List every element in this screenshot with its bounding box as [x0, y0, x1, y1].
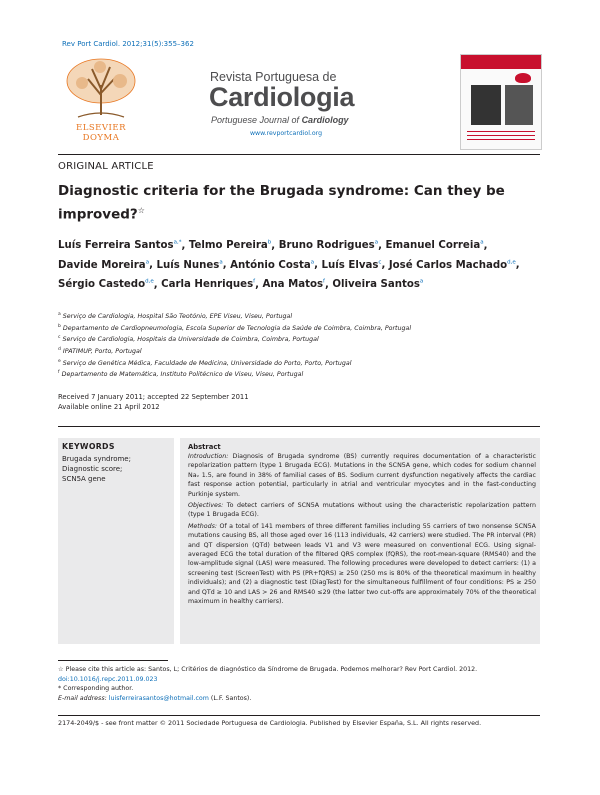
title-footnote-mark[interactable]: ☆ — [137, 206, 145, 215]
article-section-label: ORIGINAL ARTICLE — [58, 161, 154, 172]
affiliation-text: Serviço de Cardiologia, Hospitais da Universidade de Coimbra, Coimbra, Portugal — [62, 336, 319, 344]
author-affiliation-mark[interactable]: a — [374, 240, 379, 246]
keywords-list — [62, 454, 131, 484]
author-name: Sérgio Castedo — [58, 279, 146, 291]
affiliation-item — [58, 368, 538, 380]
abstract-introduction: Introduction: Diagnosis of Brugada syndrome (BS) currently requires documentation of a characteristic repolarization pattern (type 1 Brugada ECG). Mutations in the SCN5A gene, which codes for sodium channel Naᵥ 1.5, are found in 38% of familial cases of BS. Sodium current dysfunction negatively affects the cardiac fast response action potential, particularly in atrial and ventricular myocytes and in the fast-conducting Purkinje system. — [188, 453, 536, 498]
author-entry — [263, 279, 325, 290]
author-entry — [58, 279, 154, 290]
author-affiliation-mark[interactable]: a,* — [173, 240, 182, 246]
journal-url-link[interactable]: www.revportcardiol.org — [250, 130, 323, 137]
author-name: Luís Nunes — [156, 259, 220, 271]
email-footnote: E-mail address: luisferreirasantos@hotmail.com (L.F. Santos). — [58, 694, 252, 702]
author-affiliation-mark[interactable]: c — [378, 259, 382, 266]
author-affiliation-mark[interactable]: a — [145, 259, 150, 266]
citation-footnote: ☆ Please cite this article as: Santos, L; Critérios de diagnóstico da Síndrome de Brugada. Podemos melhorar? Rev Port Cardiol. 2012. — [58, 666, 478, 673]
doi-link[interactable]: doi:10.1016/j.repc.2011.09.023 — [58, 675, 158, 683]
author-entry — [58, 260, 149, 271]
corresponding-author-note: * Corresponding author. — [58, 685, 134, 692]
abstract-objectives: Objectives: To detect carriers of SCN5A mutations without using the characteristic repolarization pattern (type 1 Brugada ECG). — [188, 502, 536, 519]
author-entry — [279, 240, 378, 251]
author-name: Bruno Rodrigues — [278, 240, 375, 252]
author-entry — [389, 260, 516, 271]
author-entry — [386, 240, 484, 251]
author-entry — [332, 279, 423, 290]
affiliation-item — [58, 322, 538, 334]
author-entry — [58, 240, 181, 251]
affiliation-mark: f — [58, 370, 60, 376]
abstract-heading: Abstract — [188, 443, 221, 451]
journal-masthead-subtitle: Portuguese Journal of Cardiology — [211, 115, 349, 125]
affiliation-item — [58, 357, 538, 369]
publisher-logo-text: ELSEVIER DOYMA — [76, 123, 126, 143]
abstract-methods: Methods: Of a total of 141 members of three different families including 55 carriers of two nonsense SCN5A mutations causing BS, all those aged over 16 (113 individuals, 42 carriers) were studied. The PR interval (PR) and QT dispersion (QTd) between leads V1 and V3 were measured on conventional ECG. Using signal-averaged ECG the total duration of the filtered QRS complex (fQRS), the root-mean-square (RMS40) and the low-amplitude signal (LAS) were measured. The following procedures were developed to detect carriers: (1) a screening test (ScreenTest) with PS (PR+fQRS) ≥ 250 (250 ms is 80% of the theoretical maximum in healthy individuals); and (2) a diagnostic test (DiagTest) for the simultaneous fulfillment of four conditions: PS ≥ 250 and QTd ≥ 10 and LAS > 26 and RMS40 ≤29 (the latter two cut-offs are approximately 70% of the theoretical maximum in healthy carriers). — [188, 522, 536, 606]
author-affiliation-mark[interactable]: f — [323, 278, 325, 285]
author-name: Carla Henriques — [161, 279, 254, 291]
author-affiliation-mark[interactable]: a — [480, 240, 484, 246]
journal-masthead-top: Revista Portuguesa de — [210, 70, 337, 84]
keyword-item: Brugada syndrome; — [62, 455, 131, 463]
affiliation-mark: b — [58, 323, 61, 329]
author-affiliation-mark[interactable]: a — [310, 259, 315, 266]
header-divider — [58, 154, 540, 155]
affiliation-mark: c — [58, 335, 61, 341]
journal-masthead-title: Cardiologia — [209, 82, 355, 112]
author-name: Luís Elvas — [321, 259, 379, 271]
footnotes — [58, 665, 538, 703]
author-affiliation-mark[interactable]: f — [253, 278, 256, 285]
author-entry — [230, 260, 314, 271]
abstract-body — [188, 452, 536, 609]
author-name: António Costa — [230, 259, 311, 271]
copyright-line: 2174-2049/$ - see front matter © 2011 Sociedade Portuguesa de Cardiologia. Published by Elsevier España, S.L. All rights reserved. — [58, 719, 482, 727]
author-name: José Carlos Machado — [388, 259, 508, 271]
author-affiliation-mark[interactable]: d,e — [507, 259, 516, 266]
keyword-item: SCN5A gene — [62, 475, 106, 483]
author-affiliation-mark[interactable]: a — [219, 259, 223, 266]
journal-cover-thumbnail — [460, 54, 542, 150]
author-affiliation-mark[interactable]: d,e — [145, 278, 154, 285]
affiliation-text: Departamento de Matemática, Instituto Politécnico de Viseu, Viseu, Portugal — [61, 371, 304, 379]
affiliation-item — [58, 310, 538, 322]
copyright-divider — [58, 715, 540, 716]
received-date: Received 7 January 2011; accepted 22 September 2011 — [58, 393, 249, 401]
affiliation-text: IPATIMUP, Porto, Portugal — [62, 348, 142, 356]
article-dates — [58, 392, 538, 412]
affiliation-item — [58, 345, 538, 357]
affiliation-list — [58, 310, 538, 380]
affiliation-text: Serviço de Genética Médica, Faculdade de Medicina, Universidade do Porto, Porto, Portugal — [62, 359, 352, 367]
author-name: Luís Ferreira Santos — [58, 240, 174, 252]
affiliation-mark: e — [58, 358, 61, 364]
online-date: Available online 21 April 2012 — [58, 403, 160, 411]
author-name: Telmo Pereira — [188, 240, 268, 252]
author-name: Davide Moreira — [58, 259, 146, 271]
journal-reference[interactable]: Rev Port Cardiol. 2012;31(5):355–362 — [62, 40, 194, 48]
affiliation-text: Departamento de Cardiopneumologia, Escola Superior de Tecnologia da Saúde de Coimbra, Coimbra, Portugal — [62, 324, 412, 332]
author-entry — [161, 279, 255, 290]
author-name: Oliveira Santos — [332, 279, 420, 291]
keyword-item: Diagnostic score; — [62, 465, 123, 473]
affiliation-text: Serviço de Cardiologia, Hospital São Teotónio, EPE Viseu, Viseu, Portugal — [62, 313, 293, 321]
email-link[interactable]: luisferreirasantos@hotmail.com — [108, 694, 209, 702]
author-entry — [189, 240, 271, 251]
keywords-heading: KEYWORDS — [62, 442, 115, 451]
author-affiliation-mark[interactable]: a — [419, 278, 424, 285]
author-list: Luís Ferreira Santos$^{a,*}$, Telmo Pereira$^b$, Bruno Rodrigues$^a$, Emanuel Correia$^a$, Davide Moreira$^a$, Luís Nunes$^a$, António Costa$^a$, Luís Elvas$^c$, José Carlos Machado$^{d,e}$, Sérgio Castedo$^{d,e}$, Carla Henriques$^f$, Ana Matos$^f$, Oliveira Santos$^a$ — [58, 240, 520, 291]
article-title: Diagnostic criteria for the Brugada syndrome: Can they be improved?☆ — [58, 183, 505, 223]
affiliation-mark: d — [58, 347, 61, 353]
author-entry — [322, 260, 382, 271]
footnote-divider — [58, 660, 168, 661]
author-affiliation-mark[interactable]: b — [267, 240, 272, 246]
author-name: Emanuel Correia — [385, 240, 481, 252]
author-entry — [156, 260, 222, 271]
author-name: Ana Matos — [262, 279, 324, 291]
affiliation-mark: a — [58, 312, 61, 317]
dates-divider — [58, 426, 540, 427]
affiliation-item — [58, 333, 538, 345]
